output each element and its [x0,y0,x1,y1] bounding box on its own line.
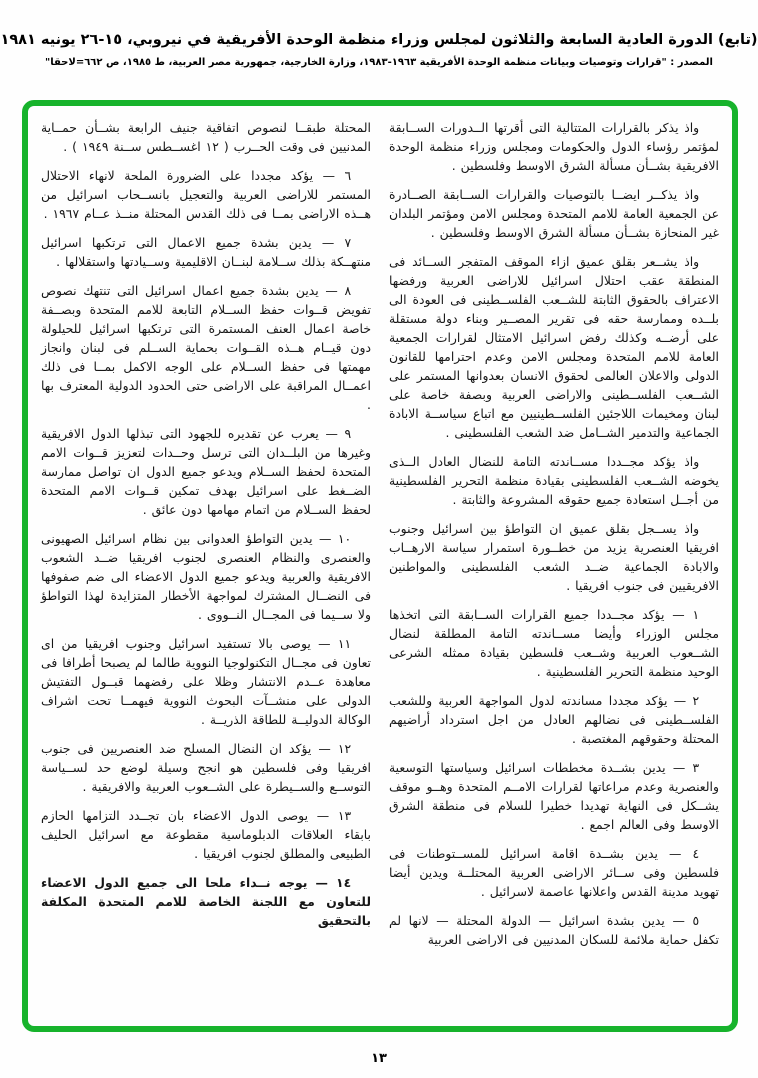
resolution-item-6: ٦ — يؤكد مجددا على الضرورة الملحة لانهاء الاحتلال المستمر للاراضى العربية والتعجيل بانســحاب اسرائيل من هــذه الاراضى بمــا فى ذلك القدس المحتلة منــذ عــام ١٩٦٧ . [41,168,371,221]
preamble-paragraph: واذ يؤكد مجــددا مســاندته التامة للنضال العادل الــذى يخوضه الشــعب الفلسطينى بقيادة منظمة التحرير الفلسطينية من أجــل استعادة جميع حقوقه المشروعة والثابتة . [389,454,719,507]
resolution-item-2: ٢ — يؤكد مجددا مساندته لدول المواجهة العربية وللشعب الفلســطينى فى نضالهم العادل من اجل استرداد أراضيهم المحتلة وحقوقهم المغتصبة . [389,693,719,746]
resolution-item-3: ٣ — يدين بشــدة مخططات اسرائيل وسياستها التوسعية والعنصرية وعدم مراعاتها لقرارات الامــم المتحدة وهــو موقف يشــكل فى النهاية تهديدا خطيرا للسلام فى منطقة الشرق الاوسط وفى العالم اجمع . [389,760,719,832]
resolution-item-5: ٥ — يدين بشدة اسرائيل — الدولة المحتلة — لانها لم تكفل حماية ملائمة للسكان المدنيين فى الاراضى العربية [389,913,719,947]
source-citation: المصدر : "قرارات وتوصيات وبيانات منظمة الوحدة الأفريقية ١٩٦٣-١٩٨٣، وزارة الخارجية، جمهورية مصر العربية، ط ١٩٨٥، ص ٦٦٢=لاحقا" [45,57,713,68]
column-right [389,118,719,1018]
resolution-item-5-continuation: المحتلة طبقــا لنصوص اتفاقية جنيف الرابعة بشــأن حمــاية المدنيين فى وقت الحــرب ( ١٢ اغســطس ســنة ١٩٤٩ ) . [41,120,371,154]
resolution-item-14: ١٤ — يوجه نــداء ملحا الى جميع الدول الاعضاء للتعاون مع اللجنة الخاصة للامم المتحدة المكلفة بالتحقيق [41,875,371,928]
resolution-text-box [22,100,738,1032]
document-header [0,0,758,68]
resolution-item-9: ٩ — يعرب عن تقديره للجهود التى تبذلها الدول الافريقية وغيرها من البلــدان التى ترسل وحــدات لتعزيز قــوات الامم المتحدة لحفظ الســلام ويدعو جميع الدول ان تواصل ممارسة الضــغط على اسرائيل بهدف تمكين قــوات الامم المتحدة لحفظ الســلام من اتمام مهامها دون عائق . [41,426,371,517]
preamble-paragraph: واذ يذكر بالقرارات المتتالية التى أقرتها الــدورات الســابقة لمؤتمر رؤساء الدول والحكومات ومجلس وزراء منظمة الوحدة الافريقية بشــأن مسألة الشرق الاوسط وفلسطين . [389,120,719,173]
column-left [41,118,371,1018]
resolution-item-4: ٤ — يدين بشــدة اقامة اسرائيل للمســتوطنات فى فلسطين وفى ســائر الاراضى العربية المحتلــة ويدين أيضا تهويد مدينة القدس واعلانها عاصمة لاسرائيل . [389,846,719,899]
resolution-item-11: ١١ — يوصى بالا تستفيد اسرائيل وجنوب افريقيا من اى تعاون فى مجــال التكنولوجيا النووية طالما لم يصبحا أطرافا فى معاهدة عــدم الانتشار وظلا على رفضهما قبــول التفتيش الدولى على منشــآت البحوث النووية فيهمــا تحت اشراف الوكالة الدوليــة للطاقة الذريــة . [41,636,371,727]
page-title: (تابع) الدورة العادية السابعة والثلاثون لمجلس وزراء منظمة الوحدة الأفريقية في نيروبي، ١٥-٢٦ يونيه ١٩٨١ [0,32,758,48]
page-number: ١٣ [371,1051,387,1066]
resolution-item-1: ١ — يؤكد مجــددا جميع القرارات الســابقة التى اتخذها مجلس الوزراء وأيضا مســاندته التامة المطلقة لنضال الشــعوب العربية وشــعب فلسطين بقيادة ممثله الشرعى الوحيد منظمة التحرير الفلسطينية . [389,607,719,679]
resolution-item-8: ٨ — يدين بشدة جميع اعمال اسرائيل التى تنتهك نصوص تفويض قــوات حفظ الســلام التابعة للامم المتحدة وبصــفة خاصة اعمال العنف المستمرة التى ترتكبها اسرائيل للحيلولة دون قيــام هــذه القــوات بحماية الســلم فى لبنان وانجاز مهمتها فى حفظ الســلام على الوجه الاكمل بمــا فى ذلك اعمــال المراقبة على الاراضى حتى الحدود الدولية المعترف بها . [41,283,371,412]
preamble-paragraph: واذ يشــعر بقلق عميق ازاء الموقف المتفجر الســائد فى المنطقة عقب احتلال اسرائيل للاراضى العربية ورفضها الاعتراف بالحقوق الثابتة للشــعب الفلســطينى فى العودة الى بلــده وممارسة حقه فى تقرير المصــير وبناء دولة مستقلة على أرضــه وكذلك رفض اسرائيل الامتثال لقرارات الجمعية العامة للامم المتحدة ومجلس الامن وعدم احترامها للقانون الدولى والاعلان العالمى لحقوق الانسان بعدوانها المستمر على الشــعب الفلســطينى والاراضى العربية وبصفة خاصة على لبنان ومخيمات اللاجئين الفلســطينيين مع اتباع سياســة الابادة الجماعية والتدمير الشــامل ضد الشعب الفلسطينى . [389,254,719,440]
resolution-item-10: ١٠ — يدين التواطؤ العدوانى بين نظام اسرائيل الصهيونى والعنصرى والنظام العنصرى لجنوب افريقيا ضــد الشعوب الافريقية والعربية ويدعو جميع الدول الاعضاء الى ضم صفوفها فى النضــال المشترك لمواجهة الأخطار المتزايدة لهذا التواطؤ ولا ســيما فى المجــال النــووى . [41,531,371,622]
resolution-item-12: ١٢ — يؤكد ان النضال المسلح ضد العنصريين فى جنوب افريقيا وفى فلسطين هو انجح وسيلة لوضع حد لســياسة التوســع والســيطرة على الشــعوب العربية والافريقية . [41,741,371,794]
resolution-item-7: ٧ — يدين بشدة جميع الاعمال التى ترتكبها اسرائيل منتهــكة بذلك ســلامة لبنــان الاقليمية وســيادتها واستقلالها . [41,235,371,269]
resolution-item-13: ١٣ — يوصى الدول الاعضاء بان تجــدد التزامها الحازم بابقاء العلاقات الدبلوماسية مقطوعة مع اسرائيل الحليف الطبيعى والمطلق لجنوب افريقيا . [41,808,371,861]
preamble-paragraph: واذ يذكــر ايضــا بالتوصيات والقرارات الســابقة الصــادرة عن الجمعية العامة للامم المتحدة ومجلس الامن ومؤتمر البلدان غير المنحازة بشــأن مسألة الشرق الاوسط وفلسطين . [389,187,719,240]
preamble-paragraph: واذ يســجل بقلق عميق ان التواطؤ بين اسرائيل وجنوب افريقيا العنصرية يزيد من خطــورة استمرار سياسة الارهــاب والابادة الجماعية ضــد الشعب الفلسطينى والمواطنين الافريقيين فى جنوب افريقيا . [389,521,719,593]
